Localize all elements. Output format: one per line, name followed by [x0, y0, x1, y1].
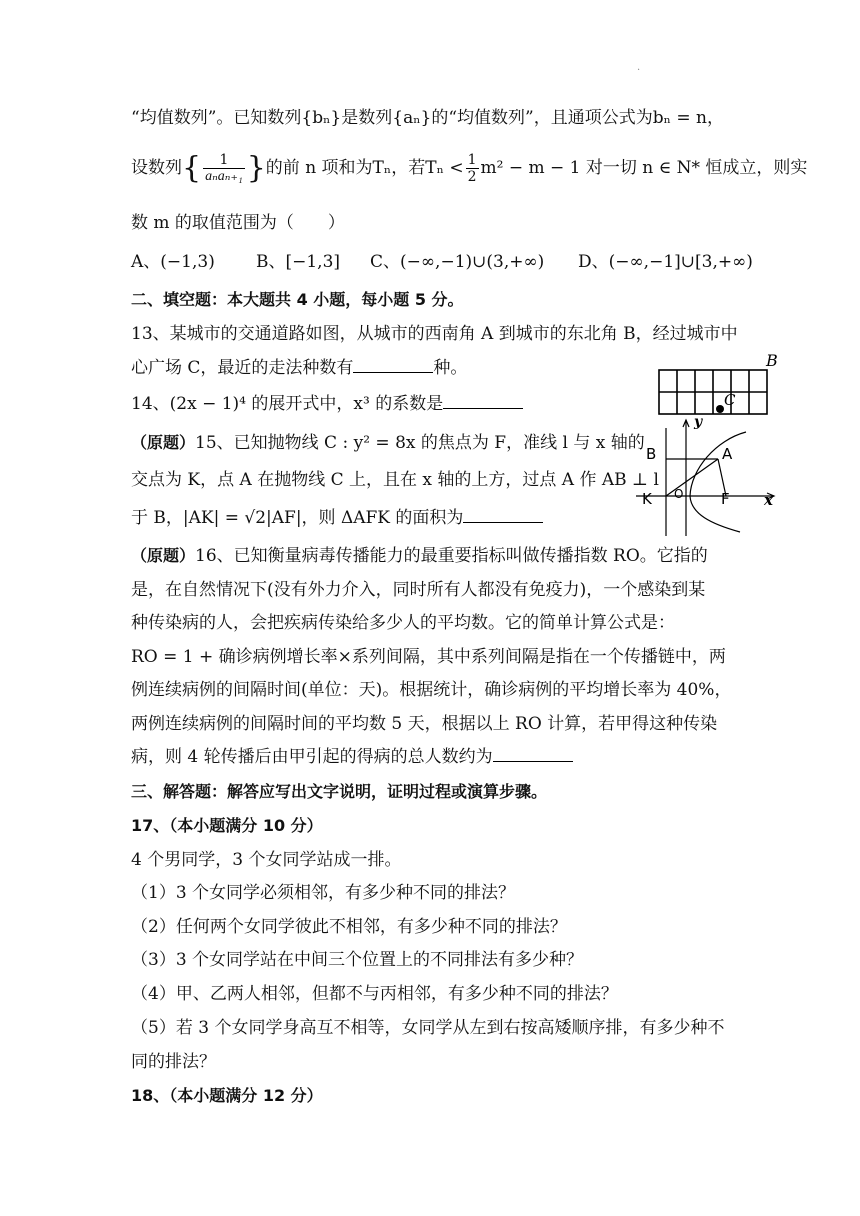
q15-line2: 交点为 K，点 A 在抛物线 C 上，且在 x 轴的上方，过点 A 作 AB ⊥ l [131, 470, 659, 490]
q15-tag: （原题） [131, 433, 196, 452]
city-grid-figure [650, 350, 780, 416]
q15-line1-text: 15、已知抛物线 C : y² = 8x 的焦点为 F，准线 l 与 x 轴的 [195, 433, 645, 453]
q18-heading: 18、（本小题满分 12 分） [131, 1086, 323, 1105]
q17-item-2: （2）任何两个女同学彼此不相邻，有多少种不同的排法？ [131, 917, 567, 937]
grid-label-c: C [724, 391, 736, 409]
q12-line2-pre: 设数列 [131, 158, 182, 178]
q13-line2 [131, 356, 467, 380]
q12-fraction [203, 152, 245, 185]
section3-heading: 三、解答题：解答应写出文字说明，证明过程或演算步骤。 [131, 782, 548, 801]
half-numerator: 1 [467, 152, 477, 168]
q15-line1 [131, 431, 645, 455]
q16-line1-text: 16、已知衡量病毒传播能力的最重要指标叫做传播指数 RO。它指的 [195, 546, 708, 566]
q12-line2-tail: m² − m − 1 对一切 n ∈ N* 恒成立，则实 [480, 158, 808, 178]
half-fraction [466, 152, 479, 185]
q13-line2-post: 种。 [433, 358, 468, 378]
q13-answer-blank [353, 356, 433, 373]
para-label-a: A [722, 445, 733, 463]
half-denominator: 2 [467, 169, 477, 185]
q13-line1: 13、某城市的交通道路如图，从城市的西南角 A 到城市的东北角 B，经过城市中 [131, 324, 738, 344]
q12-line1: “均值数列”。已知数列{bₙ}是数列{aₙ}的“均值数列”，且通项公式为bₙ = n， [131, 108, 724, 128]
section2-heading: 二、填空题：本大题共 4 小题，每小题 5 分。 [131, 290, 464, 309]
option-a: A、(−1,3) [131, 252, 215, 272]
option-c: C、(−∞,−1)∪(3,+∞) [370, 252, 545, 272]
para-label-f: F [721, 490, 730, 508]
q13-line2-pre: 心广场 C，最近的走法种数有 [131, 358, 354, 378]
q17-heading: 17、（本小题满分 10 分） [131, 816, 323, 835]
q14-answer-blank [443, 392, 523, 409]
point-c-marker [716, 405, 724, 413]
q17-item-5-cont: 同的排法？ [131, 1052, 216, 1072]
frac-denominator: aₙaₙ₊₁ [205, 169, 243, 184]
q17-item-5: （5）若 3 个女同学身高互不相等，女同学从左到右按高矮顺序排，有多少种不 [131, 1018, 725, 1038]
q17-item-4: （4）甲、乙两人相邻，但都不与丙相邻，有多少种不同的排法？ [131, 984, 618, 1004]
q16-line4: RO = 1 + 确诊病例增长率×系列间隔，其中系列间隔是指在一个传播链中，两 [131, 647, 726, 667]
q16-line1 [131, 544, 708, 568]
q16-line7 [131, 745, 573, 769]
para-label-y: y [694, 414, 703, 430]
left-brace: { [182, 150, 202, 186]
q16-line2: 是，在自然情况下(没有外力介入，同时所有人都没有免疫力)，一个感染到某 [131, 580, 706, 600]
option-b: B、[−1,3] [256, 252, 341, 272]
grid-label-b: B [766, 351, 778, 370]
q12-line3: 数 m 的取值范围为（ ） [131, 213, 345, 233]
q17-item-1: （1）3 个女同学必须相邻，有多少种不同的排法？ [131, 883, 516, 903]
q16-line5: 例连续病例的间隔时间(单位：天)。根据统计，确诊病例的平均增长率为 40%， [131, 680, 732, 700]
q15-line3-text: 于 B，|AK| = √2|AF|，则 ΔAFK 的面积为 [131, 508, 464, 528]
q14-line [131, 392, 523, 416]
q16-answer-blank [493, 745, 573, 762]
right-brace: } [246, 150, 266, 186]
para-label-b: B [646, 445, 657, 463]
q15-answer-blank [463, 506, 543, 523]
q12-line2 [131, 150, 807, 186]
q16-line3: 种传染病的人，会把疾病传染给多少人的平均数。它的简单计算公式是： [131, 613, 675, 633]
q12-line2-post: 的前 n 项和为Tₙ，若Tₙ < [265, 158, 464, 178]
q16-line7-text: 病，则 4 轮传播后由甲引起的得病的总人数约为 [131, 747, 493, 767]
option-d: D、(−∞,−1]∪[3,+∞) [578, 252, 753, 272]
grid-lines [659, 370, 767, 414]
parabola-figure [636, 414, 786, 536]
parabola-axes [636, 420, 774, 536]
q15-line3 [131, 506, 543, 530]
para-label-k: K [642, 490, 652, 508]
q17-item-3: （3）3 个女同学站在中间三个位置上的不同排法有多少种？ [131, 950, 584, 970]
q17-intro: 4 个男同学，3 个女同学站成一排。 [131, 850, 402, 870]
q16-line6: 两例连续病例的间隔时间的平均数 5 天，根据以上 RO 计算，若甲得这种传染 [131, 714, 718, 734]
page-mark: . [637, 62, 641, 73]
para-label-x: x [764, 491, 773, 509]
q16-tag: （原题） [131, 546, 196, 565]
q14-text: 14、(2x − 1)⁴ 的展开式中，x³ 的系数是 [131, 394, 444, 414]
frac-numerator: 1 [203, 152, 245, 169]
para-label-o: O [674, 487, 684, 501]
